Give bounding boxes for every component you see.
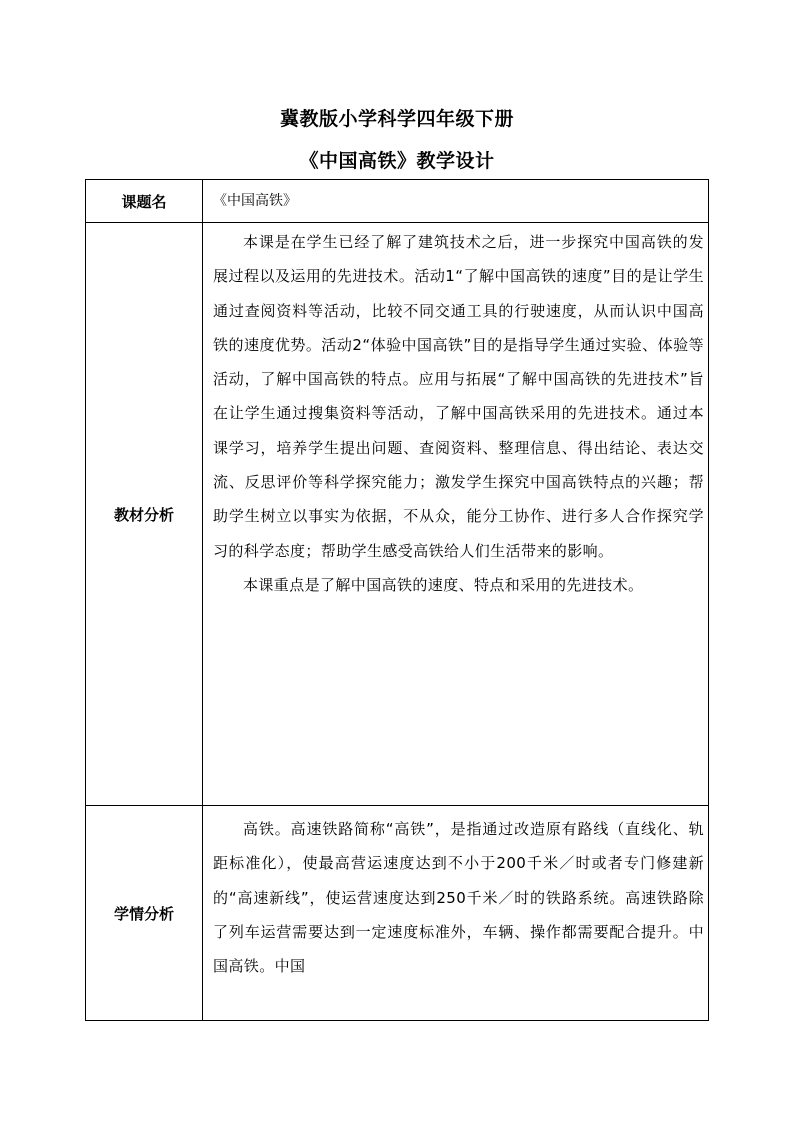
document-subtitle: 《中国高铁》教学设计: [299, 150, 495, 172]
paragraph: 本课重点是了解中国高铁的速度、特点和采用的先进技术。: [243, 575, 644, 594]
table-row: [86, 223, 709, 806]
paragraph: 高铁。高速铁路简称“高铁”，是指通过改造原有路线（直线化、轨距标准化），使最高营运速度达到不小于200千米／时或者专门修建新的“高速新线”，使运营速度达到250千米／时的铁路系统。高速铁路除了列车运营需要达到一定速度标准外，车辆、操作都需要配合提升。中国高铁。中国: [213, 820, 704, 976]
row-label-topic: 课题名: [86, 180, 203, 223]
row-label-textbook-analysis: 教材分析: [86, 223, 203, 806]
table-row: [86, 180, 709, 223]
document-title: 冀教版小学科学四年级下册: [279, 108, 514, 130]
lesson-plan-table: [85, 179, 709, 1021]
row-label-student-analysis: 学情分析: [86, 806, 203, 1021]
row-content-textbook-analysis: [203, 223, 709, 806]
topic-text: 《中国高铁》: [213, 192, 297, 209]
table-row: [86, 806, 709, 1021]
row-content-student-analysis: [203, 806, 709, 1021]
paragraph: 本课是在学生已经了解了建筑技术之后，进一步探究中国高铁的发展过程以及运用的先进技术。活动1“了解中国高铁的速度”目的是让学生通过查阅资料等活动，比较不同交通工具的行驶速度，从而认识中国高铁的速度优势。活动2“体验中国高铁”目的是指导学生通过实验、体验等活动，了解中国高铁的特点。应用与拓展“了解中国高铁的先进技术”旨在让学生通过搜集资料等活动，了解中国高铁采用的先进技术。通过本课学习，培养学生提出问题、查阅资料、整理信息、得出结论、表达交流、反思评价等科学探究能力；激发学生探究中国高铁特点的兴趣；帮助学生树立以事实为依据，不从众，能分工协作、进行多人合作探究学习的科学态度；帮助学生感受高铁给人们生活带来的影响。: [213, 233, 704, 560]
row-content-topic: [203, 180, 709, 223]
